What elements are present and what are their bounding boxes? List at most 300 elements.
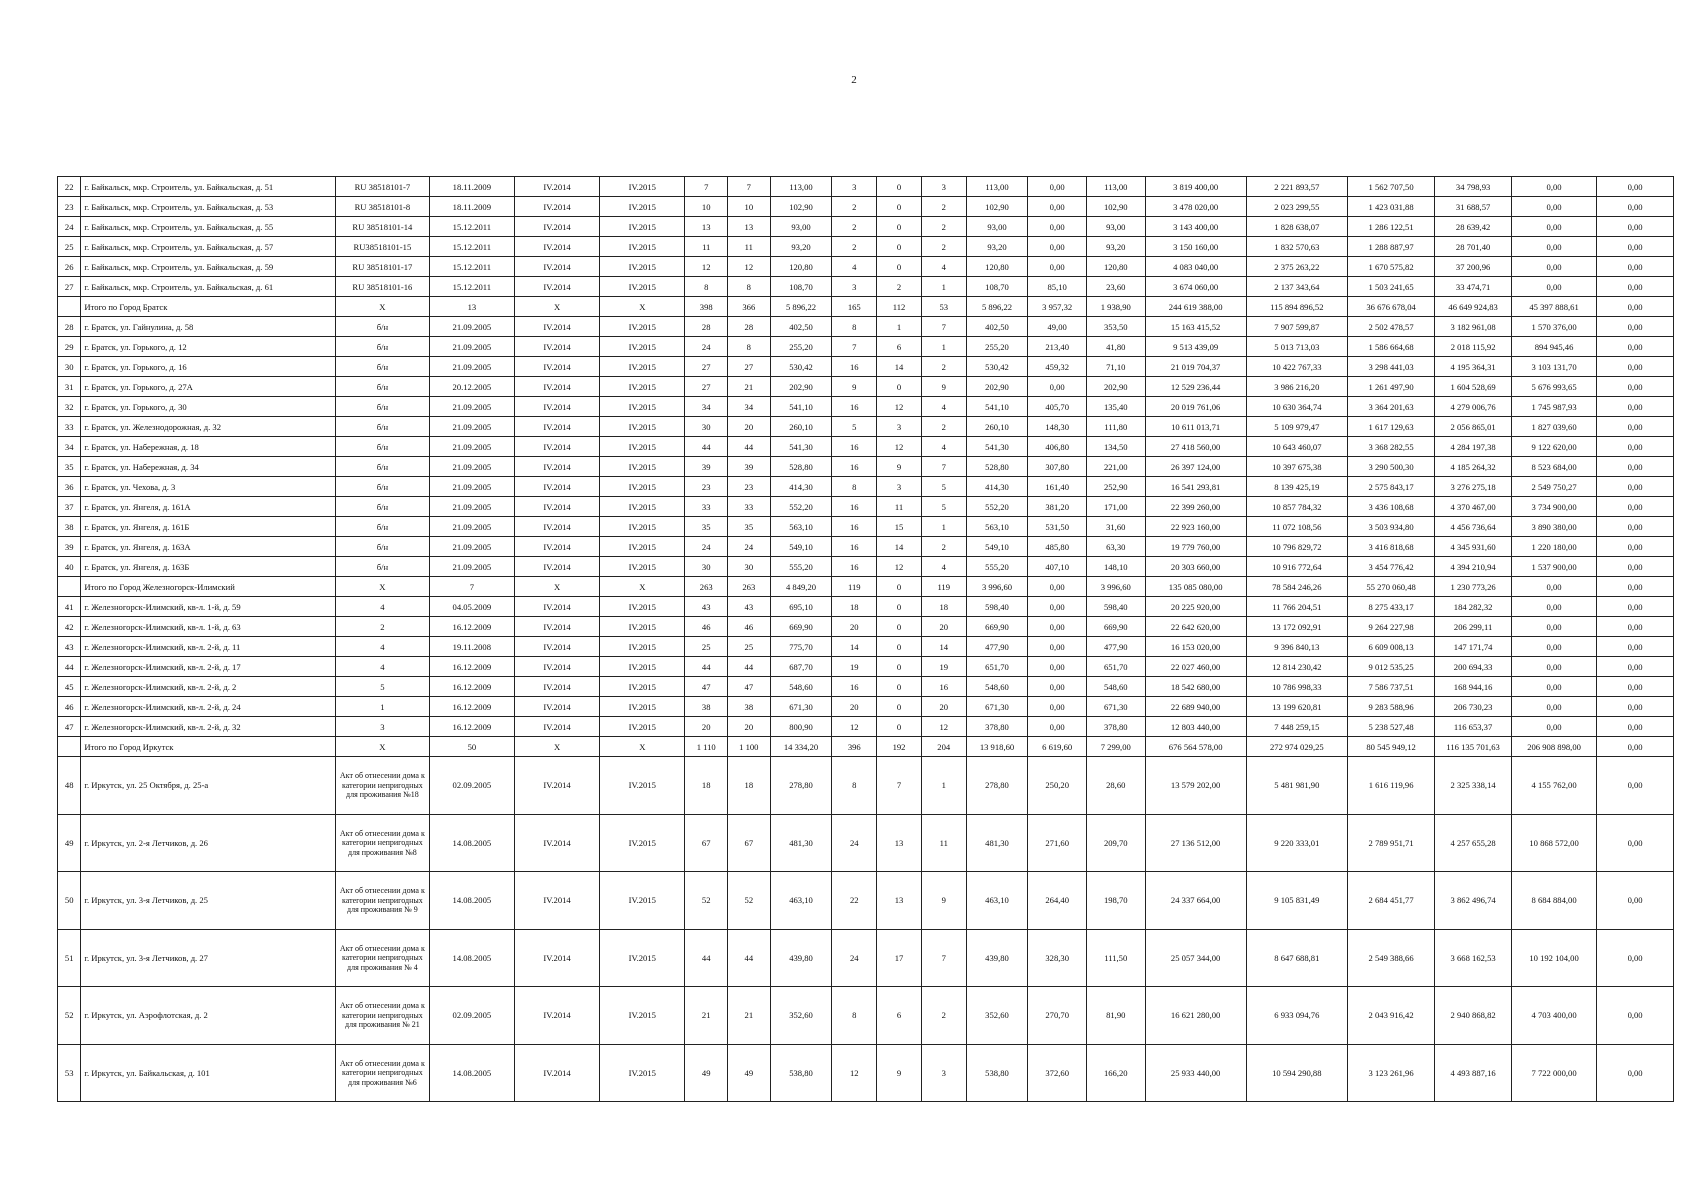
address-cell: г. Байкальск, мкр. Строитель, ул. Байкальская, д. 59 (81, 257, 336, 277)
fund-cost-cell: 1 828 638,07 (1246, 217, 1347, 237)
regional-cost-cell: 1 261 497,90 (1347, 377, 1434, 397)
plan-end-cell: IV.2015 (600, 177, 685, 197)
regional-cost-cell: 1 586 664,68 (1347, 337, 1434, 357)
area-total-cell: 481,30 (770, 814, 832, 872)
area-total-cell: 352,60 (770, 987, 832, 1045)
total-cost-cell: 12 529 236,44 (1145, 377, 1246, 397)
local-cost-cell: 46 649 924,83 (1435, 297, 1512, 317)
plan-start-cell: IV.2014 (514, 497, 599, 517)
area-municipal-cell: 221,00 (1086, 457, 1145, 477)
area-owned-cell: 0,00 (1028, 597, 1087, 617)
plan-end-cell: IV.2015 (600, 617, 685, 637)
area-municipal-cell: 353,50 (1086, 317, 1145, 337)
fund-cost-cell: 10 643 460,07 (1246, 437, 1347, 457)
apartments-municipal-cell: 1 (921, 337, 966, 357)
other-cost-cell: 0,00 (1597, 377, 1674, 397)
local-cost-cell: 37 200,96 (1435, 257, 1512, 277)
local-cost-cell: 184 282,32 (1435, 597, 1512, 617)
local-cost-cell: 34 798,93 (1435, 177, 1512, 197)
area-owned-cell: 85,10 (1028, 277, 1087, 297)
residents-resettle-cell: 8 (728, 337, 771, 357)
document-date-cell: 14.08.2005 (429, 1044, 514, 1102)
residents-total-cell: 44 (685, 929, 728, 987)
regional-cost-cell: 80 545 949,12 (1347, 737, 1434, 757)
apartments-owned-cell: 0 (877, 217, 922, 237)
other-cost-cell: 0,00 (1597, 357, 1674, 377)
area-municipal-cell: 3 996,60 (1086, 577, 1145, 597)
local-cost-cell: 3 182 961,08 (1435, 317, 1512, 337)
plan-end-cell: IV.2015 (600, 717, 685, 737)
plan-start-cell: IV.2014 (514, 357, 599, 377)
fund-cost-cell: 10 630 364,74 (1246, 397, 1347, 417)
row-number-cell: 37 (58, 497, 81, 517)
document-date-cell: 14.08.2005 (429, 929, 514, 987)
apartments-total-cell: 9 (832, 377, 877, 397)
row-number-cell: 26 (58, 257, 81, 277)
table-row (58, 397, 1674, 417)
area-resettle-cell: 93,00 (966, 217, 1028, 237)
row-number-cell (58, 737, 81, 757)
area-municipal-cell: 198,70 (1086, 872, 1145, 930)
apartments-owned-cell: 9 (877, 1044, 922, 1102)
apartments-total-cell: 16 (832, 357, 877, 377)
document-ref-cell: б/н (336, 397, 430, 417)
other-cost-cell: 0,00 (1597, 277, 1674, 297)
plan-start-cell: IV.2014 (514, 217, 599, 237)
area-resettle-cell: 552,20 (966, 497, 1028, 517)
table-row (58, 757, 1674, 815)
apartments-municipal-cell: 2 (921, 197, 966, 217)
other-cost-cell: 0,00 (1597, 337, 1674, 357)
document-ref-cell: б/н (336, 457, 430, 477)
plan-start-cell: IV.2014 (514, 557, 599, 577)
residents-total-cell: 47 (685, 677, 728, 697)
table-row (58, 517, 1674, 537)
row-number-cell: 22 (58, 177, 81, 197)
extra-cost-cell: 0,00 (1511, 577, 1596, 597)
extra-cost-cell: 0,00 (1511, 637, 1596, 657)
area-municipal-cell: 102,90 (1086, 197, 1145, 217)
plan-end-cell: IV.2015 (600, 257, 685, 277)
apartments-owned-cell: 3 (877, 477, 922, 497)
apartments-municipal-cell: 9 (921, 872, 966, 930)
fund-cost-cell: 9 105 831,49 (1246, 872, 1347, 930)
residents-resettle-cell: 12 (728, 257, 771, 277)
plan-end-cell: IV.2015 (600, 457, 685, 477)
document-ref-cell: X (336, 577, 430, 597)
address-cell: г. Иркутск, ул. Аэрофлотская, д. 2 (81, 987, 336, 1045)
area-owned-cell: 406,80 (1028, 437, 1087, 457)
document-date-cell: 7 (429, 577, 514, 597)
total-cost-cell: 244 619 388,00 (1145, 297, 1246, 317)
local-cost-cell: 2 940 868,82 (1435, 987, 1512, 1045)
apartments-owned-cell: 192 (877, 737, 922, 757)
area-total-cell: 541,10 (770, 397, 832, 417)
apartments-owned-cell: 12 (877, 397, 922, 417)
row-number-cell (58, 297, 81, 317)
document-date-cell: 21.09.2005 (429, 337, 514, 357)
row-number-cell: 30 (58, 357, 81, 377)
apartments-owned-cell: 13 (877, 872, 922, 930)
extra-cost-cell: 4 155 762,00 (1511, 757, 1596, 815)
plan-start-cell: X (514, 737, 599, 757)
fund-cost-cell: 5 109 979,47 (1246, 417, 1347, 437)
area-owned-cell: 328,30 (1028, 929, 1087, 987)
table-row (58, 929, 1674, 987)
apartments-municipal-cell: 204 (921, 737, 966, 757)
regional-cost-cell: 1 423 031,88 (1347, 197, 1434, 217)
area-total-cell: 402,50 (770, 317, 832, 337)
residents-total-cell: 13 (685, 217, 728, 237)
plan-start-cell: IV.2014 (514, 872, 599, 930)
regional-cost-cell: 1 670 575,82 (1347, 257, 1434, 277)
residents-total-cell: 20 (685, 717, 728, 737)
extra-cost-cell: 8 523 684,00 (1511, 457, 1596, 477)
table-row (58, 217, 1674, 237)
address-cell: г. Братск, ул. Горького, д. 27А (81, 377, 336, 397)
apartments-owned-cell: 1 (877, 317, 922, 337)
address-cell: г. Иркутск, ул. 3-я Летчиков, д. 25 (81, 872, 336, 930)
row-number-cell: 29 (58, 337, 81, 357)
area-municipal-cell: 171,00 (1086, 497, 1145, 517)
area-resettle-cell: 481,30 (966, 814, 1028, 872)
total-cost-cell: 22 923 160,00 (1145, 517, 1246, 537)
area-resettle-cell: 548,60 (966, 677, 1028, 697)
area-total-cell: 93,00 (770, 217, 832, 237)
fund-cost-cell: 272 974 029,25 (1246, 737, 1347, 757)
area-total-cell: 538,80 (770, 1044, 832, 1102)
local-cost-cell: 4 185 264,32 (1435, 457, 1512, 477)
total-cost-cell: 24 337 664,00 (1145, 872, 1246, 930)
other-cost-cell: 0,00 (1597, 537, 1674, 557)
area-resettle-cell: 260,10 (966, 417, 1028, 437)
document-date-cell: 21.09.2005 (429, 397, 514, 417)
residents-resettle-cell: 1 100 (728, 737, 771, 757)
area-owned-cell: 0,00 (1028, 677, 1087, 697)
apartments-municipal-cell: 4 (921, 557, 966, 577)
area-resettle-cell: 378,80 (966, 717, 1028, 737)
area-owned-cell: 407,10 (1028, 557, 1087, 577)
row-number-cell: 38 (58, 517, 81, 537)
residents-total-cell: 1 110 (685, 737, 728, 757)
regional-cost-cell: 6 609 008,13 (1347, 637, 1434, 657)
total-cost-cell: 21 019 704,37 (1145, 357, 1246, 377)
residents-resettle-cell: 7 (728, 177, 771, 197)
fund-cost-cell: 5 481 981,90 (1246, 757, 1347, 815)
total-cost-cell: 20 225 920,00 (1145, 597, 1246, 617)
fund-cost-cell: 8 647 688,81 (1246, 929, 1347, 987)
total-cost-cell: 20 303 660,00 (1145, 557, 1246, 577)
address-cell: г. Братск, ул. Янгеля, д. 161Б (81, 517, 336, 537)
area-total-cell: 202,90 (770, 377, 832, 397)
plan-end-cell: IV.2015 (600, 597, 685, 617)
extra-cost-cell: 1 745 987,93 (1511, 397, 1596, 417)
other-cost-cell: 0,00 (1597, 177, 1674, 197)
apartments-owned-cell: 6 (877, 337, 922, 357)
table-row (58, 457, 1674, 477)
document-date-cell: 18.11.2009 (429, 177, 514, 197)
other-cost-cell: 0,00 (1597, 217, 1674, 237)
plan-start-cell: IV.2014 (514, 617, 599, 637)
document-ref-cell: б/н (336, 557, 430, 577)
fund-cost-cell: 10 594 290,88 (1246, 1044, 1347, 1102)
fund-cost-cell: 8 139 425,19 (1246, 477, 1347, 497)
local-cost-cell: 168 944,16 (1435, 677, 1512, 697)
address-cell: г. Иркутск, ул. 25 Октября, д. 25-а (81, 757, 336, 815)
housing-table (57, 176, 1674, 1102)
regional-cost-cell: 2 684 451,77 (1347, 872, 1434, 930)
area-resettle-cell: 93,20 (966, 237, 1028, 257)
residents-resettle-cell: 24 (728, 537, 771, 557)
row-number-cell: 48 (58, 757, 81, 815)
area-owned-cell: 0,00 (1028, 177, 1087, 197)
document-ref-cell: RU 38518101-14 (336, 217, 430, 237)
fund-cost-cell: 10 796 829,72 (1246, 537, 1347, 557)
residents-total-cell: 8 (685, 277, 728, 297)
apartments-total-cell: 19 (832, 657, 877, 677)
extra-cost-cell: 0,00 (1511, 257, 1596, 277)
residents-resettle-cell: 20 (728, 717, 771, 737)
residents-resettle-cell: 30 (728, 557, 771, 577)
apartments-municipal-cell: 2 (921, 217, 966, 237)
plan-end-cell: IV.2015 (600, 987, 685, 1045)
address-cell: г. Братск, ул. Железнодорожная, д. 32 (81, 417, 336, 437)
other-cost-cell: 0,00 (1597, 757, 1674, 815)
area-total-cell: 113,00 (770, 177, 832, 197)
plan-end-cell: IV.2015 (600, 277, 685, 297)
address-cell: г. Железногорск-Илимский, кв-л. 2-й, д. 2 (81, 677, 336, 697)
extra-cost-cell: 0,00 (1511, 277, 1596, 297)
document-ref-cell: б/н (336, 357, 430, 377)
apartments-total-cell: 3 (832, 277, 877, 297)
area-total-cell: 102,90 (770, 197, 832, 217)
extra-cost-cell: 1 827 039,60 (1511, 417, 1596, 437)
extra-cost-cell: 1 570 376,00 (1511, 317, 1596, 337)
other-cost-cell: 0,00 (1597, 737, 1674, 757)
other-cost-cell: 0,00 (1597, 677, 1674, 697)
total-cost-cell: 19 779 760,00 (1145, 537, 1246, 557)
table-row (58, 377, 1674, 397)
area-resettle-cell: 3 996,60 (966, 577, 1028, 597)
area-municipal-cell: 1 938,90 (1086, 297, 1145, 317)
extra-cost-cell: 0,00 (1511, 197, 1596, 217)
table-row (58, 657, 1674, 677)
extra-cost-cell: 1 537 900,00 (1511, 557, 1596, 577)
document-ref-cell: Акт об отнесении дома к категории непригодных для проживания № 4 (336, 929, 430, 987)
area-municipal-cell: 111,50 (1086, 929, 1145, 987)
total-cost-cell: 4 083 040,00 (1145, 257, 1246, 277)
area-owned-cell: 6 619,60 (1028, 737, 1087, 757)
total-cost-cell: 10 611 013,71 (1145, 417, 1246, 437)
area-municipal-cell: 548,60 (1086, 677, 1145, 697)
document-date-cell: 21.09.2005 (429, 357, 514, 377)
regional-cost-cell: 3 364 201,63 (1347, 397, 1434, 417)
apartments-municipal-cell: 4 (921, 397, 966, 417)
residents-total-cell: 33 (685, 497, 728, 517)
fund-cost-cell: 10 857 784,32 (1246, 497, 1347, 517)
document-ref-cell: Акт об отнесении дома к категории непригодных для проживания №8 (336, 814, 430, 872)
apartments-owned-cell: 0 (877, 377, 922, 397)
apartments-total-cell: 396 (832, 737, 877, 757)
residents-total-cell: 67 (685, 814, 728, 872)
plan-end-cell: X (600, 577, 685, 597)
residents-resettle-cell: 35 (728, 517, 771, 537)
area-total-cell: 549,10 (770, 537, 832, 557)
area-municipal-cell: 7 299,00 (1086, 737, 1145, 757)
regional-cost-cell: 3 503 934,80 (1347, 517, 1434, 537)
apartments-total-cell: 8 (832, 477, 877, 497)
regional-cost-cell: 5 238 527,48 (1347, 717, 1434, 737)
apartments-municipal-cell: 4 (921, 437, 966, 457)
apartments-municipal-cell: 53 (921, 297, 966, 317)
apartments-total-cell: 16 (832, 537, 877, 557)
regional-cost-cell: 9 283 588,96 (1347, 697, 1434, 717)
area-owned-cell: 0,00 (1028, 637, 1087, 657)
regional-cost-cell: 8 275 433,17 (1347, 597, 1434, 617)
apartments-municipal-cell: 20 (921, 617, 966, 637)
residents-total-cell: 7 (685, 177, 728, 197)
total-cost-cell: 22 642 620,00 (1145, 617, 1246, 637)
document-ref-cell: б/н (336, 377, 430, 397)
apartments-municipal-cell: 1 (921, 277, 966, 297)
area-total-cell: 555,20 (770, 557, 832, 577)
local-cost-cell: 28 639,42 (1435, 217, 1512, 237)
address-cell: г. Братск, ул. Горького, д. 30 (81, 397, 336, 417)
apartments-total-cell: 165 (832, 297, 877, 317)
address-cell: г. Железногорск-Илимский, кв-л. 2-й, д. 32 (81, 717, 336, 737)
area-resettle-cell: 108,70 (966, 277, 1028, 297)
local-cost-cell: 2 018 115,92 (1435, 337, 1512, 357)
area-total-cell: 528,80 (770, 457, 832, 477)
area-owned-cell: 0,00 (1028, 657, 1087, 677)
table-row (58, 477, 1674, 497)
area-total-cell: 278,80 (770, 757, 832, 815)
local-cost-cell: 3 668 162,53 (1435, 929, 1512, 987)
apartments-total-cell: 20 (832, 617, 877, 637)
table-row (58, 277, 1674, 297)
apartments-municipal-cell: 7 (921, 317, 966, 337)
regional-cost-cell: 55 270 060,48 (1347, 577, 1434, 597)
local-cost-cell: 4 394 210,94 (1435, 557, 1512, 577)
row-number-cell: 23 (58, 197, 81, 217)
regional-cost-cell: 9 264 227,98 (1347, 617, 1434, 637)
row-number-cell: 42 (58, 617, 81, 637)
local-cost-cell: 3 862 496,74 (1435, 872, 1512, 930)
area-resettle-cell: 352,60 (966, 987, 1028, 1045)
other-cost-cell: 0,00 (1597, 617, 1674, 637)
other-cost-cell: 0,00 (1597, 657, 1674, 677)
document-ref-cell: б/н (336, 437, 430, 457)
fund-cost-cell: 12 814 230,42 (1246, 657, 1347, 677)
apartments-owned-cell: 7 (877, 757, 922, 815)
local-cost-cell: 4 284 197,38 (1435, 437, 1512, 457)
area-municipal-cell: 120,80 (1086, 257, 1145, 277)
apartments-owned-cell: 0 (877, 697, 922, 717)
area-owned-cell: 405,70 (1028, 397, 1087, 417)
residents-total-cell: 25 (685, 637, 728, 657)
area-total-cell: 4 849,20 (770, 577, 832, 597)
plan-end-cell: IV.2015 (600, 814, 685, 872)
apartments-owned-cell: 0 (877, 197, 922, 217)
residents-resettle-cell: 34 (728, 397, 771, 417)
residents-total-cell: 35 (685, 517, 728, 537)
area-owned-cell: 161,40 (1028, 477, 1087, 497)
apartments-municipal-cell: 2 (921, 537, 966, 557)
apartments-total-cell: 12 (832, 1044, 877, 1102)
area-resettle-cell: 528,80 (966, 457, 1028, 477)
area-owned-cell: 372,60 (1028, 1044, 1087, 1102)
fund-cost-cell: 3 986 216,20 (1246, 377, 1347, 397)
area-municipal-cell: 135,40 (1086, 397, 1145, 417)
fund-cost-cell: 5 013 713,03 (1246, 337, 1347, 357)
plan-end-cell: IV.2015 (600, 697, 685, 717)
row-number-cell: 31 (58, 377, 81, 397)
apartments-municipal-cell: 7 (921, 929, 966, 987)
area-total-cell: 530,42 (770, 357, 832, 377)
area-owned-cell: 381,20 (1028, 497, 1087, 517)
plan-end-cell: IV.2015 (600, 757, 685, 815)
area-total-cell: 552,20 (770, 497, 832, 517)
apartments-owned-cell: 17 (877, 929, 922, 987)
address-cell: г. Байкальск, мкр. Строитель, ул. Байкальская, д. 51 (81, 177, 336, 197)
other-cost-cell: 0,00 (1597, 814, 1674, 872)
address-cell: г. Иркутск, ул. Байкальская, д. 101 (81, 1044, 336, 1102)
area-total-cell: 669,90 (770, 617, 832, 637)
total-cost-cell: 16 153 020,00 (1145, 637, 1246, 657)
plan-start-cell: IV.2014 (514, 377, 599, 397)
apartments-owned-cell: 6 (877, 987, 922, 1045)
local-cost-cell: 33 474,71 (1435, 277, 1512, 297)
residents-total-cell: 43 (685, 597, 728, 617)
plan-start-cell: IV.2014 (514, 177, 599, 197)
area-owned-cell: 459,32 (1028, 357, 1087, 377)
area-total-cell: 463,10 (770, 872, 832, 930)
document-date-cell: 16.12.2009 (429, 617, 514, 637)
table-row (58, 337, 1674, 357)
address-cell: г. Братск, ул. Набережная, д. 34 (81, 457, 336, 477)
plan-end-cell: IV.2015 (600, 657, 685, 677)
apartments-owned-cell: 112 (877, 297, 922, 317)
apartments-owned-cell: 15 (877, 517, 922, 537)
residents-resettle-cell: 25 (728, 637, 771, 657)
regional-cost-cell: 1 286 122,51 (1347, 217, 1434, 237)
document-date-cell: 50 (429, 737, 514, 757)
area-resettle-cell: 530,42 (966, 357, 1028, 377)
residents-resettle-cell: 21 (728, 377, 771, 397)
other-cost-cell: 0,00 (1597, 872, 1674, 930)
area-municipal-cell: 31,60 (1086, 517, 1145, 537)
fund-cost-cell: 115 894 896,52 (1246, 297, 1347, 317)
plan-start-cell: IV.2014 (514, 437, 599, 457)
plan-end-cell: IV.2015 (600, 397, 685, 417)
apartments-owned-cell: 0 (877, 597, 922, 617)
other-cost-cell: 0,00 (1597, 597, 1674, 617)
area-owned-cell: 3 957,32 (1028, 297, 1087, 317)
area-total-cell: 687,70 (770, 657, 832, 677)
extra-cost-cell: 10 192 104,00 (1511, 929, 1596, 987)
area-municipal-cell: 669,90 (1086, 617, 1145, 637)
document-ref-cell: Акт об отнесении дома к категории непригодных для проживания №6 (336, 1044, 430, 1102)
other-cost-cell: 0,00 (1597, 317, 1674, 337)
other-cost-cell: 0,00 (1597, 457, 1674, 477)
residents-total-cell: 10 (685, 197, 728, 217)
document-ref-cell: б/н (336, 417, 430, 437)
row-number-cell (58, 577, 81, 597)
extra-cost-cell: 0,00 (1511, 697, 1596, 717)
address-cell: г. Железногорск-Илимский, кв-л. 2-й, д. 24 (81, 697, 336, 717)
table-row (58, 197, 1674, 217)
table-row (58, 177, 1674, 197)
